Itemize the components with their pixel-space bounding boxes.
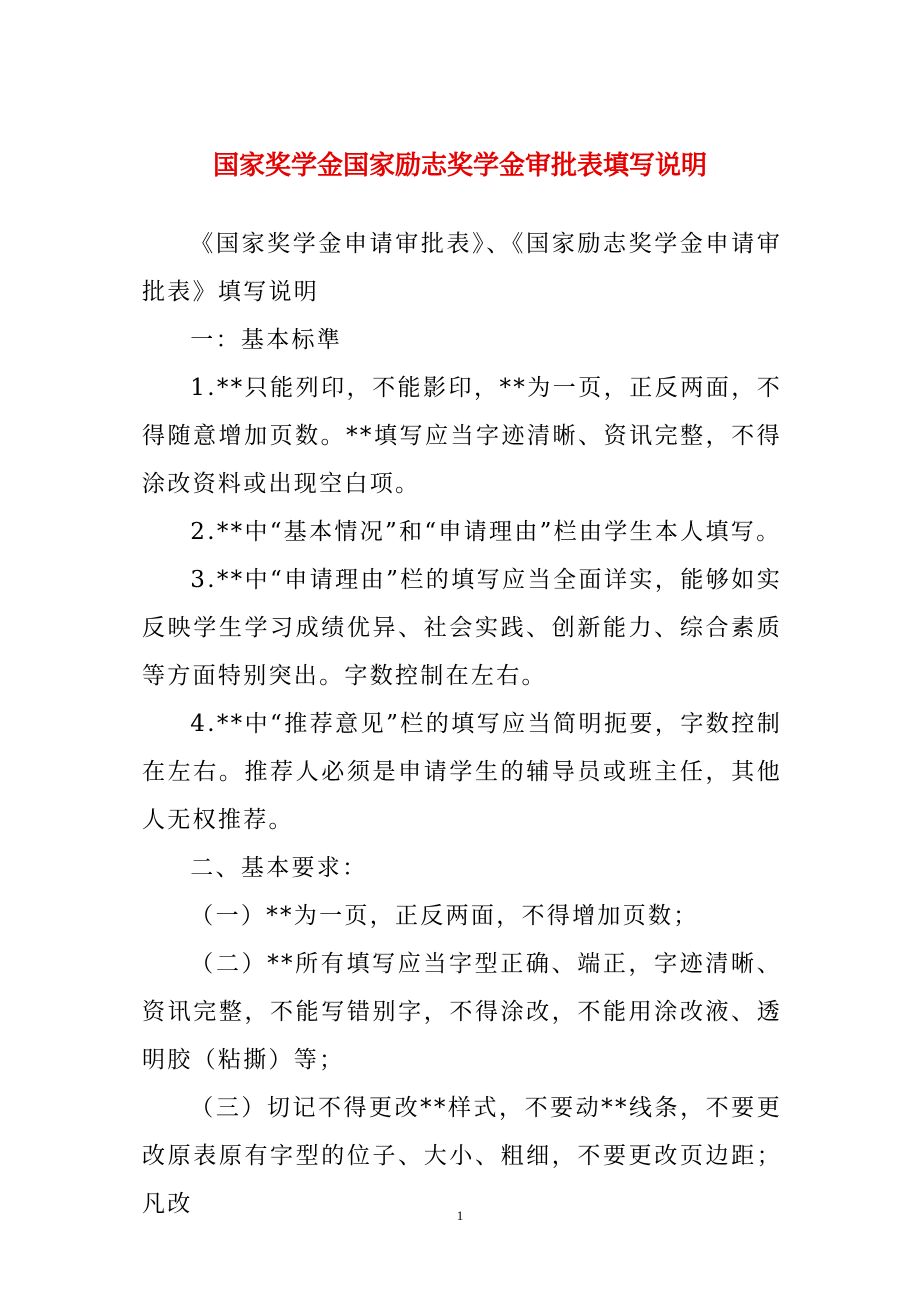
- section-heading-basic-requirements: 二、基本要求：: [190, 855, 368, 881]
- paragraph-requirement-2: （二）**所有填写应当字型正确、端正，字迹清晰、资讯完整，不能写错别字，不得涂改，不能用涂改液、透明胶（粘撕）等；: [142, 951, 782, 1073]
- paragraph-requirement-3: （三）切记不得更改**样式，不要动**线条，不要更改原表原有字型的位子、大小、粗细，不要更改页边距；凡改: [142, 1095, 782, 1217]
- page-number: 1: [456, 1208, 464, 1223]
- section-heading-basic-standard: 一：基本标準: [190, 327, 343, 353]
- paragraph-item-2: 2.**中“基本情况”和“申请理由”栏由学生本人填写。: [190, 519, 782, 545]
- document-title: 国家奖学金国家励志奖学金审批表填写说明: [212, 151, 707, 181]
- paragraph-item-3: 3.**中“申请理由”栏的填写应当全面详实，能够如实反映学生学习成绩优异、社会实践、创新能力、综合素质等方面特别突出。字数控制在左右。: [142, 567, 782, 689]
- paragraph-item-4: 4.**中“推荐意见”栏的填写应当简明扼要，字数控制在左右。推荐人必须是申请学生的辅导员或班主任，其他人无权推荐。: [142, 711, 782, 833]
- paragraph-requirement-1: （一）**为一页，正反两面，不得增加页数；: [190, 903, 699, 929]
- document-body: [142, 220, 782, 1228]
- paragraph-intro: 《国家奖学金申请审批表》、《国家励志奖学金申请审批表》填写说明: [142, 231, 782, 305]
- paragraph-item-1: 1.**只能列印，不能影印，**为一页，正反两面，不得随意增加页数。**填写应当字迹清晰、资讯完整，不得涂改资料或出现空白项。: [142, 375, 782, 497]
